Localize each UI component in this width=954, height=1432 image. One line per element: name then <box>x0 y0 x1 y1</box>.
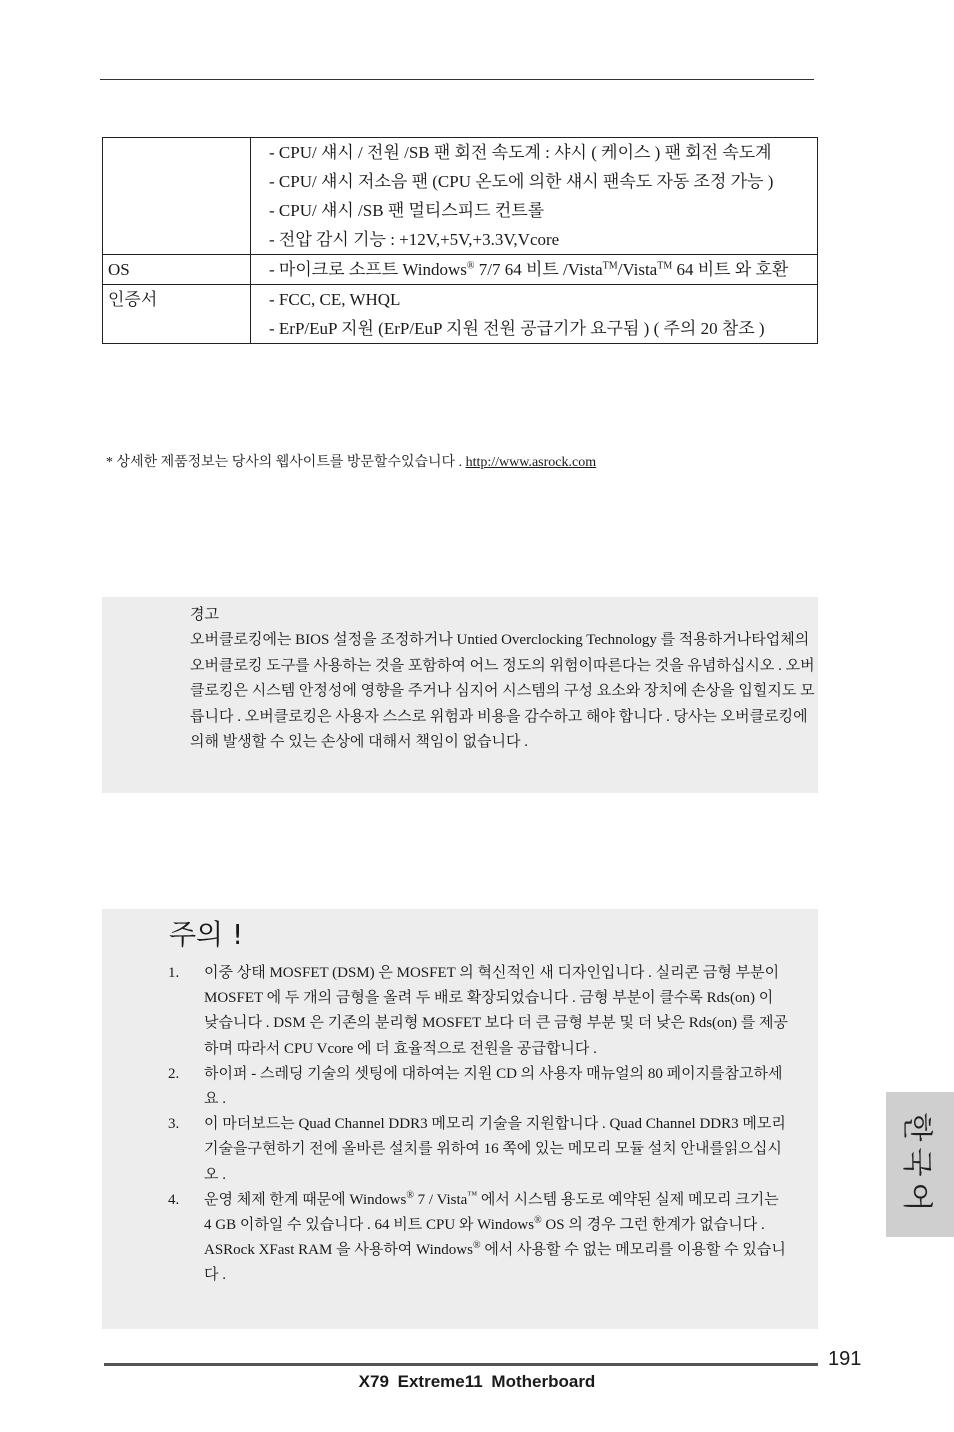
spec-item-os <box>269 255 815 284</box>
spec-item: - FCC, CE, WHQL <box>269 290 401 309</box>
trademark-mark: TM <box>657 260 673 272</box>
item-text: 이 마더보드는 Quad Channel DDR3 메모리 기술을 지원합니다 . Quad Channel DDR3 메모리 기술을구현하기 전에 올바른 설치를 위하여 16 쪽에 있는 메모리 모듈 설치 안내를읽으십시오 . <box>204 1116 786 1183</box>
item-text-part: 에서 시스템 용도로 예약된 실제 메모리 크기는 4 GB 이하일 수 있습니다 . 64 비트 CPU 와 Windows <box>204 1191 779 1234</box>
spec-row-monitor <box>103 138 818 255</box>
spec-key <box>103 138 251 255</box>
trademark-mark: TM <box>602 260 618 272</box>
footnote <box>106 451 596 471</box>
item-text: 하이퍼 - 스레딩 기술의 셋팅에 대하여는 지원 CD 의 사용자 매뉴얼의 80 페이지를참고하세요 . <box>204 1065 783 1108</box>
caution-box <box>102 909 818 1329</box>
spec-value <box>251 138 818 255</box>
bottom-rule <box>104 1363 818 1366</box>
os-text: 64 비트 와 호환 <box>672 260 789 279</box>
page-number: 191 <box>828 1348 862 1370</box>
caution-title: 주의 ! <box>169 918 244 951</box>
registered-mark: ® <box>406 1189 414 1201</box>
spec-row-os <box>103 255 818 285</box>
language-tab <box>886 1092 954 1237</box>
caution-list <box>168 961 788 1289</box>
spec-value <box>251 285 818 344</box>
os-text: /Vista <box>617 260 658 279</box>
spec-table <box>102 137 818 344</box>
warning-box <box>102 597 818 793</box>
os-text: 7/7 64 비트 /Vista <box>474 260 603 279</box>
warning-body: 오버클로킹에는 BIOS 설정을 조정하거나 Untied Overclocking Technology 를 적용하거나타업체의 오버클로킹 도구를 사용하는 것을 포함하여 어느 정도의 위험이따른다는 것을 유념하십시오 . 오버클로킹은 시스템 안정성에 영향을 주거나 심지어 시스템의 구성 요소와 장치에 손상을 입힐지도 모릅니다 . 오버클로킹은 사용자 스스로 위험과 비용을 감수하고 해야 합니다 . 당사는 오버클로킹에 의해 발생할 수 있는 손상에 대해서 책임이 없습니다 . <box>190 632 815 750</box>
footnote-text: * 상세한 제품정보는 당사의 웹사이트를 방문할수있습니다 . <box>106 455 466 470</box>
warning-title: 경고 <box>190 605 219 623</box>
item-number: 1. <box>168 965 180 981</box>
registered-mark: ® <box>466 260 475 272</box>
top-rule <box>100 79 814 80</box>
item-text-part: 에서 사용할 수 없는 메모리를 이용할 수 있습니다 . <box>204 1242 786 1284</box>
registered-mark: ® <box>472 1240 481 1252</box>
spec-item: - CPU/ 섀시 저소음 팬 (CPU 온도에 의한 섀시 팬속도 자동 조정 가능 ) <box>269 172 774 191</box>
trademark-mark: ™ <box>467 1189 478 1201</box>
os-text: - 마이크로 소프트 Windows <box>269 260 467 279</box>
item-number: 4. <box>168 1191 180 1208</box>
item-text <box>204 1189 786 1284</box>
item-text: 이중 상태 MOSFET (DSM) 은 MOSFET 의 혁신적인 새 디자인입니다 . 실리콘 금형 부분이 MOSFET 에 두 개의 금형을 올려 두 배로 확장되었습니다 . 금형 부분이 클수록 Rds(on) 이 낮습니다 . DSM 은 기존의 분리형 MOSFET 보다 더 큰 금형 부분 및 더 낮은 Rds(on) 를 제공하며 따라서 CPU Vcore 에 더 효율적으로 전원을 공급합니다 . <box>204 965 788 1057</box>
spec-item: - ErP/EuP 지원 (ErP/EuP 지원 전원 공급기가 요구됨 ) ( 주의 20 참조 ) <box>269 319 765 338</box>
item-number: 3. <box>168 1116 180 1133</box>
list-item <box>168 1188 788 1289</box>
list-item <box>168 1112 788 1188</box>
website-link[interactable]: http://www.asrock.com <box>465 455 597 470</box>
footer-title: X79 Extreme11 Motherboard <box>358 1372 596 1391</box>
item-text-part: 7 / Vista <box>413 1191 468 1208</box>
spec-key: 인증서 <box>103 285 251 344</box>
spec-item: - CPU/ 섀시 / 전원 /SB 팬 회전 속도계 : 샤시 ( 케이스 ) 팬 회전 속도계 <box>269 143 772 162</box>
spec-item: - 전압 감시 기능 : +12V,+5V,+3.3V,Vcore <box>269 230 560 249</box>
language-tab-label: 한국어 <box>899 1112 934 1217</box>
item-text-part: OS 의 경우 그런 한계가 없습니다 . ASRock XFast RAM 을 사용하여 Windows <box>204 1217 765 1259</box>
list-item <box>168 961 788 1062</box>
item-text-part: 운영 체제 한계 때문에 Windows <box>204 1191 407 1208</box>
list-item <box>168 1062 788 1112</box>
item-number: 2. <box>168 1065 180 1082</box>
registered-mark: ® <box>534 1215 542 1227</box>
spec-key: OS <box>103 255 251 285</box>
spec-value <box>251 255 818 285</box>
spec-item: - CPU/ 섀시 /SB 팬 멀티스피드 컨트롤 <box>269 201 545 220</box>
spec-row-cert <box>103 285 818 344</box>
